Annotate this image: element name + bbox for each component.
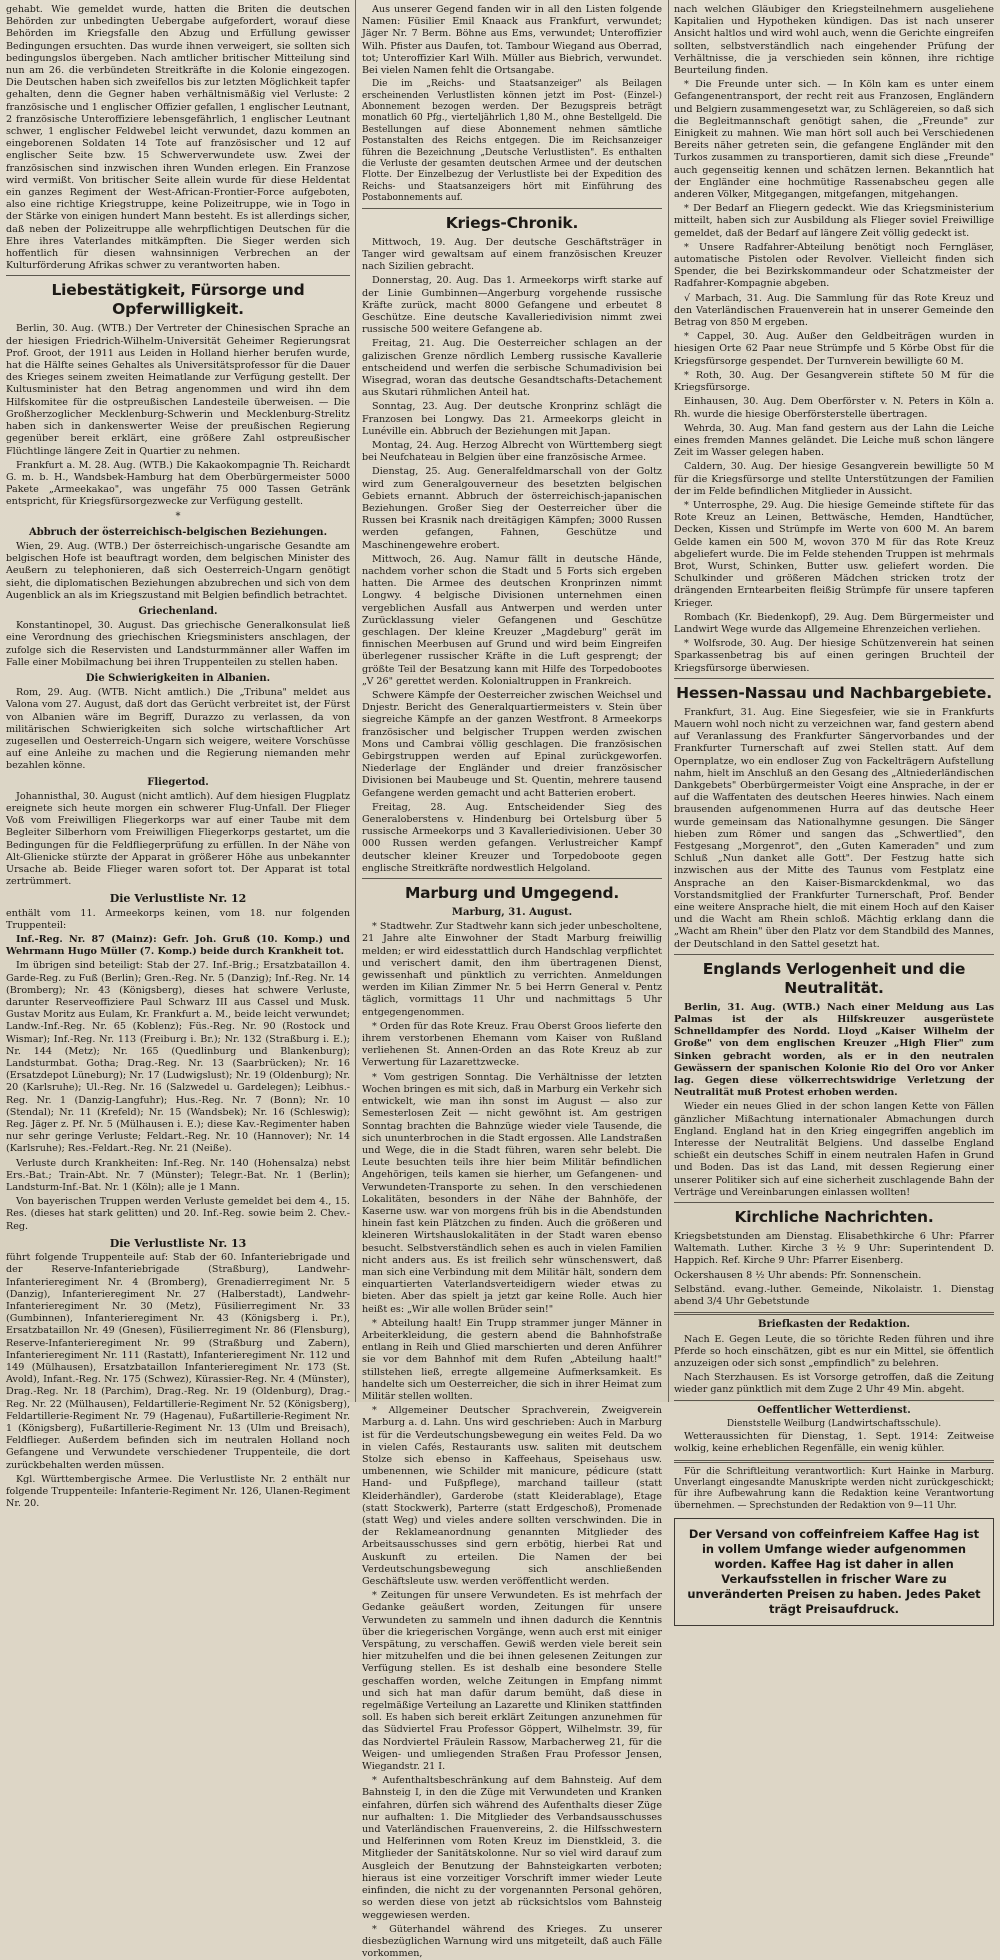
heading-briefkasten: Briefkasten der Redaktion. [758, 1319, 910, 1331]
column-rule [355, 0, 356, 1402]
column-right [674, 4, 994, 1617]
local-names: Aus unserer Gegend fanden wir in all den Listen folgende Namen: Füsilier Emil Knaack aus Frankfurt, verwundet; Jäger Nr. 7 Berm. Böhne aus Ems, verwundet; Unteroffizier Wilh. Pfister aus Daufen, tot. Tambour Wiegand aus Oberrad, tot; Unteroffizier Karl Wilh. Müller aus Biebrich, verwundet. Bei vielen Namen fehlt die Ortsangabe. [362, 4, 662, 77]
divider [674, 954, 994, 955]
chronik-entry: Sonntag, 23. Aug. Der deutsche Kronprinz schlägt die Franzosen bei Longwy. Das 21. Armeekorps gleicht in Lunéville ein. Abbruch der Beziehungen mit Japan. [362, 401, 662, 437]
heading-wetterdienst: Oeffentlicher Wetterdienst. [757, 1404, 911, 1416]
local-item: Caldern, 30. Aug. Der hiesige Gesangverein bewilligte 50 M für die Kriegsfürsorge und stellte Unterstützungen der Familien der im Felde befindlichen Mitglieder in Aussicht. [674, 461, 994, 497]
chronik-entry: Montag, 24. Aug. Herzog Albrecht von Württemberg siegt bei Neufchateau in Belgien über eine französische Armee. [362, 439, 662, 464]
article-wien: Wien, 29. Aug. (WTB.) Der österreichisch-ungarische Gesandte am belgischen Hofe ist beauftragt worden, dem belgischen Minister des Aeußern zu telephonieren, daß sich Oesterreich-Ungarn genötigt sieht, die diplomatischen Beziehungen abzubrechen und sich von dem Augenblick an als im Kriegszustand mit Belgien befindlich betrachtet. [6, 540, 350, 601]
local-item: * Roth, 30. Aug. Der Gesangverein stiftete 50 M für die Kriegsfürsorge. [674, 369, 994, 394]
dateline-marburg: Marburg, 31. August. [451, 907, 573, 919]
heading-fliegertod: Fliegertod. [147, 776, 209, 788]
verlustliste-12-mainz: Inf.-Reg. Nr. 87 (Mainz): Gefr. Joh. Gruß (10. Komp.) und Wehrmann Hugo Müller (7. Komp.) beide durch Krankheit tot. [6, 934, 350, 958]
article-berlin: Berlin, 30. Aug. (WTB.) Der Vertreter der Chinesischen Sprache an der hiesigen Friedrich-Wilhelm-Universität Geheimer Regierungsrat Prof. Groot, der 1911 aus Leiden in Holland hierher berufen wurde, hat die Hälfte seines Gehaltes als Universitätsprofessor für die Dauer des Krieges seinem zweiten Heimatlande zur Verfügung gestellt. Der Kultusminister hat den Betrag angenommen und wird ihn dem Hilfskomitee für die ostpreußischen Landesteile überweisen. — Die Großherzoglicher Mecklenburg-Schwerin und Mecklenburg-Strelitz haben sich in dankenswerter Weise der preußischen Regierung gegenüber bereit erklärt, eine größere Zahl ostpreußischer Flüchtlinge längere Zeit in Quartier zu nehmen. [6, 323, 350, 457]
article-rom: Rom, 29. Aug. (WTB. Nicht amtlich.) Die „Tribuna" meldet aus Valona vom 27. August, daß dort das Gerücht verbreitet ist, der Fürst von Albanien wäre im Begriff, Durazzo zu verlassen, da von militärischen Schwierigkeiten sich solche wirtschaftlicher Art zugesellen und Oesterreich-Ungarn sich weigere, weitere Vorschüsse auf eine Anleihe zu machen und die Regierung niemanden mehr bezahlen könne. [6, 687, 350, 772]
local-item: * Wolfsrode, 30. Aug. Der hiesige Schützenverein hat seinen Sparkassenbetrag bis auf einen geringen Bruchteil der Kriegsfürsorge überwiesen. [674, 638, 994, 674]
local-item: Wehrda, 30. Aug. Man fand gestern aus der Lahn die Leiche eines fremden Mannes geländet. Die Leiche muß schon längere Zeit im Wasser gelegen haben. [674, 422, 994, 459]
heading-liebestaetigkeit: Liebestätigkeit, Fürsorge und Opferwilligkeit. [51, 281, 305, 319]
advertisement-kaffee-hag: Der Versand von coffeinfreiem Kaffee Hag ist in vollem Umfange wieder aufgenommen worden. Kaffee Hag ist daher in allen Verkaufsstellen in frischer Ware zu unveränderten Preisen zu haben. Jedes Paket trägt Preisaufdruck. [674, 1518, 994, 1626]
local-item: Einhausen, 30. Aug. Dem Oberförster v. N. Peters in Köln a. Rh. wurde die hiesige Oberförsterstelle übertragen. [674, 396, 994, 420]
heading-england-neutralitaet: Englands Verlogenheit und die Neutralität. [702, 959, 966, 997]
divider [362, 878, 662, 879]
local-item: * Stadtwehr. Zur Stadtwehr kann sich jeder unbescholtene, 21 Jahre alte Einwohner der Stadt Marburg freiwillig melden; er wird eidesstattlich durch Handschlag verpflichtet und verischert damit, den ihm übertragenen Dienst, gewissenhaft und pünktlich zu verrichten. Anmeldungen werden im Kilian Zimmer Nr. 5 bei Herrn General v. Pentz täglich, vormittags 11 Uhr und nachmittags 5 Uhr entgegengenommen. [362, 921, 662, 1018]
verlustliste-12-intro: enthält vom 11. Armeekorps keinen, vom 18. nur folgenden Truppenteil: [6, 907, 350, 931]
verlustliste-12-units: Im übrigen sind beteiligt: Stab der 27. Inf.-Brig.; Ersatzbataillon 4. Garde-Reg. zu Fuß (Berlin); Gren.-Reg. Nr. 5 (Danzig); Inf.-Reg. Nr. 14 (Bromberg); Nr. 43 (Königsberg), dieses hat schwere Verluste, darunter Reserveoffiziere Paul Schwarz III aus Cassel und Musk. Gustav Moritz aus Eulam, Kr. Frankfurt a. M., beide leicht verwundet; Landw.-Inf.-Reg. Nr. 65 (Koblenz); Füs.-Reg. Nr. 90 (Rostock und Wismar); Inf.-Reg. Nr. 113 (Freiburg i. Br.); Nr. 132 (Straßburg i. E.); Nr. 144 (Metz); Nr. 165 (Quedlinburg und Blankenburg); Landsturmbat. Gotha; Drag.-Reg. Nr. 13 (Saarbrücken); Nr. 16 (Ersatzdepot Lüneburg); Nr. 17 (Ludwigslust); Nr. 19 (Oldenburg); Nr. 20 (Karlsruhe); Ul.-Reg. Nr. 16 (Salzwedel u. Gardelegen); Leibhus.-Reg. Nr. 1 (Danzig-Langfuhr); Hus.-Reg. Nr. 7 (Bonn); Nr. 10 (Stendal); Nr. 11 (Krefeld); Nr. 15 (Wandsbek); Nr. 16 (Schleswig); Reg. Jäger z. Pf. Nr. 5 (Mülhausen i. E.); diese Kav.-Regimenter haben nur sehr geringe Verluste; Feldart.-Reg. Nr. 10 (Hannover); Nr. 14 (Karlsruhe); Res.-Feldart.-Reg. Nr. 21 (Neiße). [6, 960, 350, 1155]
divider [674, 1400, 994, 1401]
divider [674, 678, 994, 679]
chronik-entry: Dienstag, 25. Aug. Generalfeldmarschall von der Goltz wird zum Generalgouverneur des besetzten belgischen Gebiets ernannt. Abbruch der österreichisch-japanischen Beziehungen. Großer Sieg der Oesterreicher über die Russen bei Krasnik nach dreitägigen Kämpfen; 3000 Russen werden gefangen, Fahnen, Geschütze und Maschinengewehre erobert. [362, 466, 662, 551]
article-konstantinopel: Konstantinopel, 30. August. Das griechische Generalkonsulat ließ eine Verordnung des griechischen Kriegsministers anschlagen, der zufolge sich die Reservisten und Landsturmmänner aller Waffen im Falle einer Mobilmachung bei ihren Truppenteilen zu stellen haben. [6, 620, 350, 668]
wetter-aussichten: Wetteraussichten für Dienstag, 1. Sept. 1914: Zeitweise wolkig, keine erheblichen Regenfälle, ein wenig kühler. [674, 1431, 994, 1455]
heading-kirchliche-nachrichten: Kirchliche Nachrichten. [734, 1208, 934, 1227]
heading-verlustliste-12: Die Verlustliste Nr. 12 [109, 892, 247, 906]
column-rule [668, 0, 669, 1402]
wetter-dienststelle: Dienststelle Weilburg (Landwirtschaftsschule). [726, 1418, 942, 1429]
separator-star: * [175, 510, 181, 522]
chronik-entry: Mittwoch, 19. Aug. Der deutsche Geschäftsträger in Tanger wird gewaltsam auf einem französischen Kreuzer nach Sizilien gebracht. [362, 236, 662, 273]
divider [6, 275, 350, 276]
verlustliste-12-bavaria: Von bayerischen Truppen werden Verluste gemeldet bei dem 4., 15. Res. (dieses hat stark gelitten) und 20. Inf.-Reg. sowie beim 2. Chev.-Reg. [6, 1196, 350, 1232]
local-item: √ Marbach, 31. Aug. Die Sammlung für das Rote Kreuz und den Vaterländischen Frauenverein hat in unserer Gemeinde den Betrag von 850 M ergeben. [674, 292, 994, 329]
local-item: * Abteilung haalt! Ein Trupp strammer junger Männer in Arbeiterkleidung, die gestern abend die Bahnhofstraße entlang in Reih und Glied marschierten und deren Anführer sie vor dem Bahnhof mit dem Rufen „Abteilung haalt!" stillstehen ließ, erregte allgemeine Aufmerksamkeit. Es handelte sich um Oesterreicher, die sich in ihrer Heimat zum Militär stellen wollten. [362, 1317, 662, 1402]
chronik-entry: Donnerstag, 20. Aug. Das 1. Armeekorps wirft starke auf der Linie Gumbinnen—Angerburg vorgehende russische Kräfte zurück, macht 8000 Gefangene und erbeutet 8 Geschütze. Eine deutsche Kavalleriedivision nimmt zwei russische 500 weitere Gefangene ab. [362, 275, 662, 336]
heading-hessen-nassau: Hessen-Nassau und Nachbargebiete. [676, 683, 992, 702]
local-item: Rombach (Kr. Biedenkopf), 29. Aug. Dem Bürgermeister und Landwirt Wege wurde das Allgemeine Ehrenzeichen verliehen. [674, 611, 994, 635]
article-england-comment: Wieder ein neues Glied in der schon langen Kette von Fällen gänzlicher Mißachtung internationaler Abmachungen durch England. England hat in den Krieg eingegriffen angeblich im Interesse der Neutralität Belgiens. Und dasselbe England schießt ein deutsches Schiff in einem neutralen Hafen in Grund und Boden. Das ist das Land, mit dessen Regierung einer unserer Politiker sich auf eine sicherheit zuschlagende Bahn der Verträge und Vereinbarungen einlassen wollten! [674, 1101, 994, 1198]
divider [674, 1202, 994, 1203]
heading-griechenland: Griechenland. [138, 605, 218, 617]
heading-marburg: Marburg und Umgegend. [404, 884, 620, 903]
divider [674, 1312, 994, 1315]
chronik-entry: Freitag, 28. Aug. Entscheidender Sieg des Generaloberstens v. Hindenburg bei Ortelsburg über 5 russische Armeekorps und 3 Kavalleriedivisionen. Ueber 30 000 Russen werden gefangen. Verlustreicher Kampf deutscher kleiner Kreuzer und Torpedoboote gegen englische Streitkräfte nordwestlich Helgoland. [362, 801, 662, 874]
local-item: * Unsere Radfahrer-Abteilung benötigt noch Ferngläser, automatische Pistolen oder Revolver. Vielleicht finden sich Spender, die bei Bezirkskommandeur oder Schatzmeister der Radfahrer-Kompagnie abgeben. [674, 241, 994, 290]
chronik-entry: Mittwoch, 26. Aug. Namur fällt in deutsche Hände, nachdem vorher schon die Stadt und 5 Forts sich ergeben hatten. Die Armee des deutschen Kronprinzen nimmt Longwy. 4 belgische Divisionen unternehmen einen vergeblichen Ausfall aus Antwerpen und werden unter Zurücklassung vieler Gefangenen und Geschütze geschlagen. Der kleine Kreuzer „Magdeburg" gerät im finnischen Meerbusen auf Grund und wird beim Eingreifen überlegener russischer Kräfte in die Luft gesprengt; der größte Teil der Besatzung kann mit Hilfe des Torpedobootes „V 26" gerettet werden. Kolonialtruppen in Frankreich. [362, 553, 662, 687]
article-frankfurt: Frankfurt a. M. 28. Aug. (WTB.) Die Kakaokompagnie Th. Reichardt G. m. b. H., Wandsbek-Hamburg hat dem Oberbürgermeister 5000 Pakete „Armeekakao", was ungefähr 75 000 Tassen Getränk entspricht, für Kriegsfürsorgezwecke zur Verfügung gestellt. [6, 459, 350, 508]
kirche-betstunden: Kriegsbetstunden am Dienstag. Elisabethkirche 6 Uhr: Pfarrer Waltemath. Luther. Kirche 3 ½ 9 Uhr: Superintendent D. Happich. Ref. Kirche 9 Uhr: Pfarrer Eisenberg. [674, 1231, 994, 1267]
article-kaiser-wilhelm: Berlin, 31. Aug. (WTB.) Nach einer Meldung aus Las Palmas ist der als Hilfskreuzer ausgerüstete Schnelldampfer des Nordd. Lloyd „Kaiser Wilhelm der Große" von dem englischen Kreuzer „High Flier" zum Sinken gebracht worden, als er in den neutralen Gewässern der spanischen Kolonie Rio del Oro vor Anker lag. Gegen diese völkerrechtswidrige Verletzung der Neutralität muß Protest erhoben werden. [674, 1001, 994, 1099]
verantwortlich-note: Für die Schriftleitung verantwortlich: Kurt Hainke in Marburg. Unverlangt eingesandte Manuskripte werden nicht zurückgeschickt; für ihre Aufbewahrung kann die Redaktion keine Verantwortung übernehmen. — Sprechstunden der Redaktion von 9—11 Uhr. [674, 1466, 994, 1511]
briefkasten-entry: Nach E. Gegen Leute, die so törichte Reden führen und ihre Pferde so hoch einschätzen, gibt es nur ein Mittel, sie öffentlich anzuzeigen oder sich sonst „empfindlich" zu belehren. [674, 1333, 994, 1369]
togo-report: gehabt. Wie gemeldet wurde, hatten die Briten die deutschen Behörden zur unbedingten Uebergabe aufgefordert, worauf diese Behörden im Kriegsfalle den Abzug und Erfüllung gewisser Bedingungen ersuchten. Das wurde ihnen verweigert, sie sollten sich bedingungslos übergeben. Nach amtlicher britischer Mitteilung sind nun am 26. die verbündeten Streitkräfte in die Kolonie eingezogen. Die Deutschen haben sich zweifellos bis zur letzten Möglichkeit tapfer gehalten, denn die Gegner haben verhältnismäßig viel Verluste: 2 französische und 1 englischer Offizier gefallen, 1 englischer Leutnant, 2 französische Unteroffiziere lebensgefährlich, 1 englischer Leutnant schwer, 1 englischer Feldwebel leicht verwundet, dazu kommen an eingeborenen Soldaten 14 Tote auf französischer und 12 auf englischer Seite bzw. 15 Schwerverwundete usw. Zwei der französischen sind inzwischen ihren Wunden erlegen. Ein Franzose wird vermißt. Von britischer Seite allein wurde für diese Heldentat ein ganzes Regiment der West-African-Frontier-Force aufgeboten, also eine richtige Kriegstruppe, keine Polizeitruppe, wie in Togo in der Stärke von einigen hundert Mann besteht. Es ist allerdings sicher, daß neben der Polizeitruppe alle wehrpflichtigen Deutschen für die Ehre ihres Vaterlandes mitkämpften. Die Sieger werden sich hoffentlich für diesen wahnsinnigen Verbrechen an der Kulturförderung Afrikas schwer zu verantworten haben. [6, 4, 350, 272]
article-frankfurt-siegesfeier: Frankfurt, 31. Aug. Eine Siegesfeier, wie sie in Frankfurts Mauern wohl noch nicht zu verzeichnen war, fand gestern abend auf Veranlassung des Frankfurter Sängervorbandes und der Frankfurter Turnerschaft auf zwei Stellen statt. Auf dem Opernplatze, wo ein endloser Zug von Fackelträgern Aufstellung nahm, hielt im Anschluß an den Gesang des „Altniederländischen Dankgebets" Oberbürgermeister Voigt eine Ansprache, in der er auf die Waffentaten des deutschen Heeres hinwies. Nach einem brausenden aufgenommenen Hurra auf das deutsche Heer wurde gemeinsam das Nationalhymne gesungen. Die Sänger hieben zum Römer und sangen das „Schwertlied", den Festgesang „Morgenrot", den „Guten Kameraden" und zum Schluß „Nun danket alle Gott". Der Festzug hatte sich inzwischen aus der Mitte des Taunus vom Festplatz eine Ansprache an den Kaiser-Bismarckdenkmal, wo das Vorstandsmitglied der Frankfurter Turnerschaft, Prof. Bender eine weitere Ansprache hielt, die mit einem Hoch auf den Kaiser und die Wacht am Rhein schloß. Mächtig erklang dann die „Wacht am Rhein" über den Platz vor dem Standbild des Mannes, der Deutschland in den Sattel gesetzt hat. [674, 706, 994, 950]
divider [674, 1460, 994, 1463]
local-item: * Zeitungen für unsere Verwundeten. Es ist mehrfach der Gedanke geäußert worden, Zeitungen für unsere Verwundeten zu sammeln und ihnen dadurch die Kenntnis über die kriegerischen Vorgänge, wenn auch erst mit einiger Verspätung, zu verschaffen. Gewiß werden viele bereit sein hier mitzuhelfen und die bei ihnen gelesenen Zeitungen zur Verfügung stellen. Es ist deshalb eine besondere Stelle geschaffen worden, welche Zeitungen in Empfang nimmt und sich hat man dafür darum bemüht, daß diese in regelmäßige Verteilung an Lazarette und Kliniken stattfinden soll. Es haben sich bereit erklärt Zeitungen anzunehmen für das Südviertel Frau Professor Göppert, Wilhelmstr. 39, für das Nordviertel Fräulein Rassow, Marbacherweg 21, für die Weigen- und umliegenden Straßen Frau Professor Jensen, Wiegandstr. 21 I. [362, 1590, 662, 1773]
verlustliste-13-units: führt folgende Truppenteile auf: Stab der 60. Infanteriebrigade und der Reserve-Infanteriebrigade (Straßburg), Landwehr-Infanterieregiment Nr. 4 (Bromberg), Grenadierregiment Nr. 5 (Danzig), Infanterieregiment Nr. 27 (Halberstadt), Landwehr-Infanterieregiment Nr. 30 (Metz), Füsilierregiment Nr. 33 (Gumbinnen), Infanterieregiment Nr. 43 (Königsberg i. Pr.), Ersatzbataillon Nr. 49 (Gnesen), Füsilierregiment Nr. 86 (Flensburg), Reserve-Infanterieregiment Nr. 99 (Straßburg und Zabern), Infanterieregiment Nr. 111 (Rastatt), Infanterieregiment Nr. 112 und 149 (Mülhausen), Ersatzbataillon Infanterieregiment Nr. 173 (St. Avold), Infant.-Reg. Nr. 175 (Schwez), Kürassier-Reg. Nr. 4 (Münster), Drag.-Reg. Nr. 18 (Parchim), Drag.-Reg. Nr. 19 (Oldenburg), Drag.-Reg. Nr. 22 (Mülhausen), Feldartillerie-Regiment Nr. 52 (Königsberg), Feldartillerie-Regiment Nr. 79 (Hagenau), Fußartillerie-Regiment Nr. 1 (Königsberg), Fußartillerie-Regiment Nr. 13 (Ulm und Breisach), Feldflieger. Außerdem befinden sich im neutralen Holland noch Gefangene und Verwundete verschiedener Truppenteile, die dort zurückbehalten werden müssen. [6, 1252, 350, 1471]
local-item: * Unterrosphe, 29. Aug. Die hiesige Gemeinde stiftete für das Rote Kreuz an Leinen, Bettwäsche, Hemden, Handtücher, Decken, Kissen und Strümpfe im Werte von 600 M. An barem Gelde kamen ein 500 M, wovon 370 M für das Rote Kreuz abgeliefert wurde. Die im Felde stehenden Truppen ist mehrmals Brot, Wurst, Schinken, Butter usw. geliefert worden. Die Schulkinder und größeren Mädchen stricken trotz der drängenden Erntearbeiten fleißig Strümpfe für unsere tapferen Krieger. [674, 499, 994, 609]
heading-kriegs-chronik: Kriegs-Chronik. [445, 213, 579, 232]
column-left [6, 4, 350, 1510]
verlustlisten-notice: Die im „Reichs- und Staatsanzeiger" als Beilagen erscheinenden Verlustlisten können jetzt im Post- (Einzel-) Abonnement bezogen werden. Der Bezugspreis beträgt monatlich 60 Pfg., vierteljährlich 1,80 M., ohne Bestellgeld. Die Bestellungen auf diese Abonnement nehmen sämtliche Postanstalten des Reichs entgegen. Die im Reichsanzeiger führen die Bezeichnung „Deutsche Verlustlisten". Es enthalten die Verluste der gesamten deutschen Armee und der deutschen Flotte. Der Einzelbezug der Verlustliste bei der Expedition des Reichs- und Staatsanzeigers hört mit Einführung des Postabonnements auf. [362, 79, 662, 204]
local-item: * Orden für das Rote Kreuz. Frau Oberst Groos lieferte den ihrem verstorbenen Ehemann vom Kaiser von Rußland verliehenen St. Annen-Orden an das Rote Kreuz ab zur Verwertung für Lazarettzwecke. [362, 1020, 662, 1069]
chronik-entry: Schwere Kämpfe der Oesterreicher zwischen Weichsel und Dnjestr. Bericht des Generalquartiermeisters v. Stein über siegreiche Kämpfe an der ganzen Westfront. 8 Armeekorps französischer und belgischer Truppen werden zwischen Mons und Cambrai völlig geschlagen. Die französischen Gebirgstruppen werden auf Epinal zurückgeworfen. Niederlage der Engländer und dreier französischer Divisionen bei Maubeuge und St. Quentin, mehrere tausend Gefangene werden gemacht und acht Batterien erobert. [362, 690, 662, 799]
verlustliste-13-wuerttemberg: Kgl. Württembergische Armee. Die Verlustliste Nr. 2 enthält nur folgende Truppenteile: Infanterie-Regiment Nr. 126, Ulanen-Regiment Nr. 20. [6, 1473, 350, 1510]
local-item: * Allgemeiner Deutscher Sprachverein, Zweigverein Marburg a. d. Lahn. Uns wird geschrieben: Auch in Marburg ist für die Verdeutschungsbewegung ein weites Feld. Da wo in vielen Cafés, Restaurants usw. saliten mit deutschem Stolze sich ebenso in Kaffeehaus, Speisehaus usw. umbenennen, wie Schilder mit manicure, pédicure (statt Hand- und Fußpflege), marchand tailleur (statt Kleiderhändler), Garderobe (statt Kleiderablage), Etage (statt Stockwerk), Parterre (statt Erdgeschoß), Promenade (statt Weg) und vieles andere sollten verschwinden. Die in der Reklameanordnung genannten Mitglieder des Arbeitsausschusses sind gern erbötig, hierbei Rat und Auskunft zu erteilen. Die Namen der bei Verdeutschungsbewegung sich anschließenden Geschäftsleute usw. werden veröffentlicht werden. [362, 1405, 662, 1588]
verlustliste-12-illness: Verluste durch Krankheiten: Inf.-Reg. Nr. 140 (Hohensalza) nebst Ers.-Bat.; Train-Abt. Nr. 7 (Münster); Telegr.-Bat. Nr. 1 (Berlin); Landsturm-Inf.-Bat. Nr. 1 (Köln); alle je 1 Mann. [6, 1157, 350, 1194]
kirche-lutherische-gemeinde: Selbständ. evang.-luther. Gemeinde, Nikolaistr. 1. Dienstag abend 3/4 Uhr Gebetstunde [674, 1283, 994, 1308]
local-item: * Aufenthaltsbeschränkung auf dem Bahnsteig. Auf dem Bahnsteig I, in den die Züge mit Verwundeten und Kranken einfahren, dürfen sich während des Aufenthalts dieser Züge nur aufhalten: 1. Die Mitglieder des Verbandsausschusses und Vaterländischen Frauenvereins, 2. die Hilfsschwestern und Helferinnen vom Roten Kreuz im Dienstkleid, 3. die Mitglieder der Sanitätskolonne. Nur so viel wird darauf zum Ausgleich der Benutzung der Bahnsteigkarten verboten; hieraus ist eine vorzeitiger Vorschrift immer wieder Leute einfinden, die nicht zu der vorgenannten Personal gehören, so werden diese von jetzt ab rücksichtslos vom Bahnsteig weggewiesen werden. [362, 1775, 662, 1921]
local-item: * Vom gestrigen Sonntag. Die Verhältnisse der letzten Wochen bringen es mit sich, daß in Marburg ein Verkehr sich entwickelt, wie man ihn sonst im August — also zur Semesterlosen Zeit — nicht gewöhnt ist. Am gestrigen Sonntag brachten die Bahnzüge wieder viele Tausende, die sich ununterbrochen in die Stadt ergossen. Alle Landstraßen und Wege, die in die Stadt führen, waren sehr belebt. Die Leute besuchten teils ihre hier beim Militär befindlichen Angehörigen, teils kamen sie hierher, um Gefangenen- und Verwundeten-Transporte zu sehen. In den verschiedenen Lokalitäten, besonders in der Nähe der Bahnhöfe, der Kaserne usw. war von morgens früh bis in die Abendstunden hinein fast kein Plätzchen zu finden. Auch die größeren und kleineren Wirtshauslokalitäten in der Stadt waren ebenso besucht. Selbstverständlich sehen es auch in vielen Familien nicht anders aus. Es ist freilich sehr wünschenswert, daß man sich eine Verbindung mit dem Militär hält, sondern dem einquartierten Vaterlandsverteidigern wieder etwas zu bieten. Aber das spielt ja jetzt gar keine Rolle. Auch hier heißt es: „Wir alle wollen Brüder sein!" [362, 1071, 662, 1315]
heading-albanien: Die Schwierigkeiten in Albanien. [85, 672, 271, 684]
glaeubiger-note: nach welchen Gläubiger den Kriegsteilnehmern ausgeliehene Kapitalien und Hypotheken kündigen. Das ist nach unserer Ansicht haltlos und wird wohl auch, wenn die Gerichte eingreifen sollten, selbstverständlich nach eingehender Prüfung der Verhältnisse, die ja verschieden sein können, ihre richtige Beurteilung finden. [674, 4, 994, 77]
local-item: * Der Bedarf an Fliegern gedeckt. Wie das Kriegsministerium mitteilt, haben sich zur Ausbildung als Flieger soviel Freiwillige gemeldet, daß der Bedarf auf längere Zeit völlig gedeckt ist. [674, 203, 994, 239]
heading-verlustliste-13: Die Verlustliste Nr. 13 [109, 1236, 247, 1250]
column-middle [362, 4, 662, 1960]
heading-abbruch: Abbruch der österreichisch-belgischen Beziehungen. [28, 526, 328, 538]
divider [362, 208, 662, 209]
kirche-ockershausen: Ockershausen 8 ½ Uhr abends: Pfr. Sonnenschein. [674, 1269, 922, 1281]
local-item: * Güterhandel während des Krieges. Zu unserer diesbezüglichen Warnung wird uns mitgeteilt, daß auch Fälle vorkommen, [362, 1923, 662, 1960]
local-item: * Cappel, 30. Aug. Außer den Geldbeiträgen wurden in hiesigen Orte 62 Paar neue Strümpfe und 5 Körbe Obst für die Kriegsfürsorge gespendet. Der Turnverein bewilligte 60 M. [674, 331, 994, 367]
briefkasten-entry: Nach Sterzhausen. Es ist Vorsorge getroffen, daß die Zeitung wieder ganz pünktlich mit dem Zuge 2 Uhr 49 Min. abgeht. [674, 1372, 994, 1396]
chronik-entry: Freitag, 21. Aug. Die Oesterreicher schlagen an der galizischen Grenze nördlich Lemberg russische Kavallerie entscheidend und werfen die serbische Schumadivision bei Wisegrad, woran das deutsche Gesandtschafts-Detachement aus Skutari rühmlichen Anteil hat. [362, 338, 662, 399]
local-item: * Die Freunde unter sich. — In Köln kam es unter einem Gefangenentransport, der recht reit aus Franzosen, Engländern und Belgiern zusammengesetzt war, zu Schlägereien, so daß sich die Begleitmannschaft genötigt sahen, die „Freunde" zur Einigkeit zu mahnen. Wie man hört soll auch bei Verschiedenen Bereits näher getreten sein, die gefangene Engländer mit den Turkos zusammen zu transportieren, damit sich diese „Freunde" auch gegenseitig kennen und schätzen lernen. Bekanntlich hat der Engländer eine hochmütige Rassenabscheu gegen alle anderen Völker, Mitgegangen, mitgefangen, mitgehangen. [674, 79, 994, 201]
article-johannisthal: Johannisthal, 30. August (nicht amtlich). Auf dem hiesigen Flugplatz ereignete sich heute morgen ein schwerer Flug-Unfall. Der Flieger Voß vom Freiwilligen Fliegerkorps war auf einer Taube mit dem Begleiter Silberhorn vom Freiwilligen Fliegerkorps gestartet, um die Bedingungen für die Feldfliegerprüfung zu erfüllen. In der Nähe von Alt-Glienicke stürzte der Apparat in größerer Höhe aus unbekannter Ursache ab. Beide Flieger waren sofort tot. Der Apparat ist total zertrümmert. [6, 790, 350, 888]
